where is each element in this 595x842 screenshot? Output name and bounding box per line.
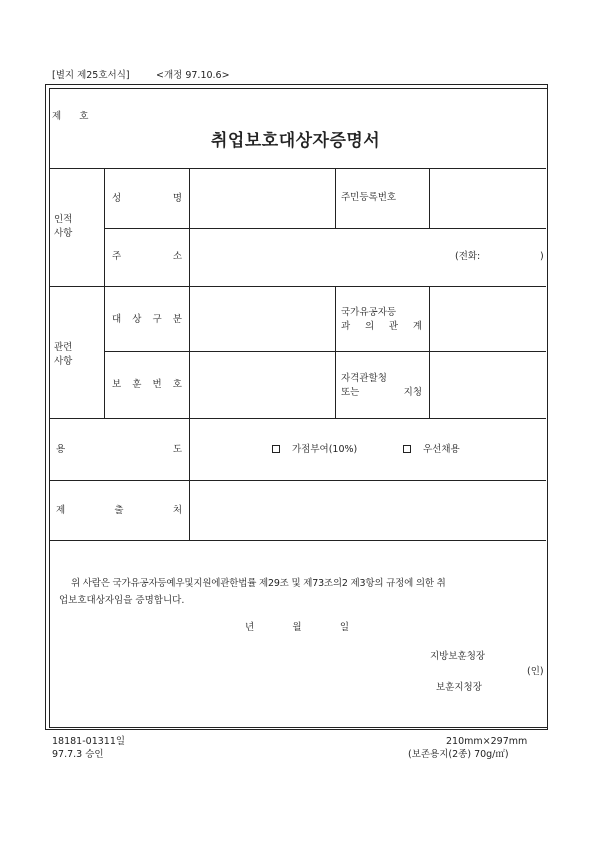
submit-to-field[interactable] — [190, 481, 545, 539]
revision-date: <개정 97.10.6> — [156, 70, 230, 81]
name-label: 성 명 — [112, 193, 182, 204]
personal-section-label: 인적 사항 — [54, 214, 73, 239]
name-field[interactable] — [190, 169, 334, 227]
divider-submit — [49, 540, 546, 541]
checkbox-icon[interactable] — [403, 445, 411, 453]
address-field[interactable] — [190, 229, 545, 285]
purpose-label: 용 도 — [56, 444, 182, 455]
protection-number-field[interactable] — [190, 352, 334, 417]
footer-approval: 97.7.3 승인 — [52, 749, 104, 760]
divider-relation-label-left — [335, 286, 336, 418]
form-number: [별지 제25호서식] — [52, 70, 130, 81]
purpose-option-priority[interactable]: 우선채용 — [403, 443, 460, 457]
page-title: 취업보호대상자증명서 — [211, 131, 381, 151]
footer-paper-type: (보존용지(2종) 70g/㎡) — [408, 749, 509, 760]
address-label: 주 소 — [112, 251, 182, 262]
footer-code: 18181-01311일 — [52, 736, 126, 747]
footer-paper-size: 210mm×297mm — [446, 736, 528, 747]
resident-number-field[interactable] — [430, 169, 545, 227]
relation-label: 국가유공자등 과 의 관 계 — [341, 307, 422, 332]
checkbox-icon[interactable] — [272, 445, 280, 453]
certification-text-line2: 업보호대상자임을 증명합니다. — [59, 595, 185, 606]
relation-field[interactable] — [430, 287, 545, 350]
branch-office-name: 보훈지청장 — [436, 682, 482, 693]
issue-date: 년 월 일 — [245, 622, 349, 633]
phone-close: ) — [540, 251, 544, 262]
phone-label: (전화: — [455, 251, 481, 262]
office-field[interactable] — [430, 352, 545, 417]
office-label: 자격관할청 또는 지청 — [341, 373, 422, 398]
protection-number-label: 보 훈 번 호 — [112, 379, 182, 390]
purpose-option-bonus[interactable]: 가점부여(10%) — [272, 443, 357, 457]
submit-to-label: 제 출 처 — [56, 505, 182, 516]
divider-id-label-left — [335, 168, 336, 228]
certificate-number-label: 제 호 — [52, 111, 89, 122]
related-section-label: 관련 사항 — [54, 342, 73, 367]
target-category-field[interactable] — [190, 287, 334, 350]
certification-text-line1: 위 사람은 국가유공자등예우및지원에관한법률 제29조 및 제73조의2 제3항의 규정에 의한 취 — [71, 578, 446, 589]
target-category-label: 대 상 구 분 — [112, 314, 182, 325]
regional-office-name: 지방보훈청장 — [430, 651, 486, 662]
resident-number-label: 주민등록번호 — [341, 192, 397, 203]
divider-related — [49, 418, 546, 419]
divider-section-col — [104, 168, 105, 418]
seal-mark: (인) — [527, 666, 544, 677]
